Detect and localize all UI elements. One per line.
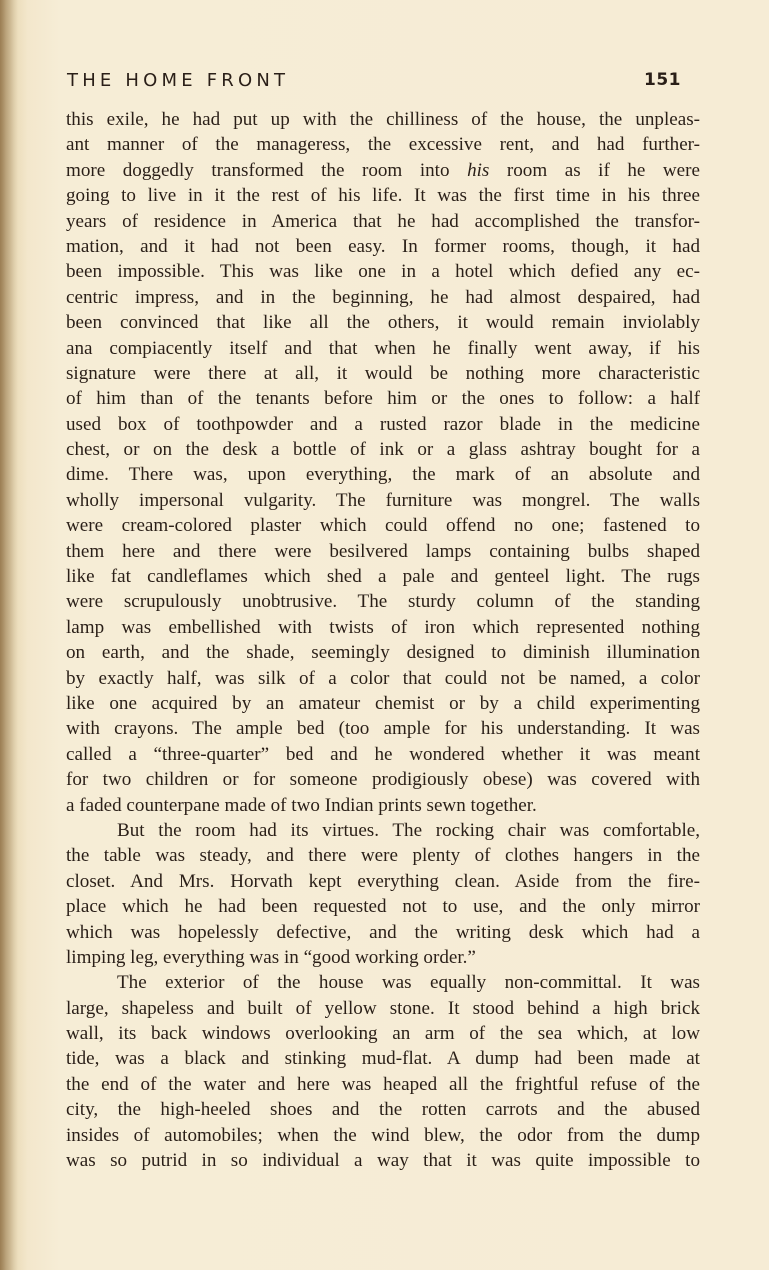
text-line: But the room had its virtues. The rocking chair was comfortable, xyxy=(117,819,700,841)
text-line: been impossible. This was like one in a hotel which defied any ec- xyxy=(66,261,700,283)
text-line: ant manner of the manageress, the excessive rent, and had further- xyxy=(66,134,700,156)
text-line: them here and there were besilvered lamps containing bulbs shaped xyxy=(66,540,700,562)
text-line: wholly impersonal vulgarity. The furniture was mongrel. The walls xyxy=(66,489,700,511)
text-line: centric impress, and in the beginning, he had almost despaired, had xyxy=(66,286,700,308)
text-line: like fat candleflames which shed a pale and genteel light. The rugs xyxy=(66,566,700,588)
text-line: which was hopelessly defective, and the writing desk which had a xyxy=(66,921,700,943)
text-line: were cream-colored plaster which could offend no one; fastened to xyxy=(66,515,700,537)
text-line: signature were there at all, it would be nothing more characteristic xyxy=(66,362,700,384)
text-line: ana compiacently itself and that when he finally went away, if his xyxy=(66,337,700,359)
text-line: The exterior of the house was equally non-committal. It was xyxy=(117,972,700,994)
page-number: 151 xyxy=(644,70,681,90)
text-line: called a “three-quarter” bed and he wondered whether it was meant xyxy=(66,743,700,765)
text-line: was so putrid in so individual a way that it was quite impossible to xyxy=(66,1150,700,1172)
text-line: by exactly half, was silk of a color that could not be named, a color xyxy=(66,667,700,689)
text-line: insides of automobiles; when the wind blew, the odor from the dump xyxy=(66,1124,700,1146)
text-line: used box of toothpowder and a rusted razor blade in the medicine xyxy=(66,413,700,435)
text-line: wall, its back windows overlooking an arm of the sea which, at low xyxy=(66,1023,700,1045)
text-line: were scrupulously unobtrusive. The sturdy column of the standing xyxy=(66,591,700,613)
text-line-part: more doggedly transformed the room into xyxy=(66,159,450,181)
text-line: chest, or on the desk a bottle of ink or a glass ashtray bought for a xyxy=(66,439,700,461)
text-line: a faded counterpane made of two Indian prints sewn together. xyxy=(66,794,537,816)
text-line: mation, and it had not been easy. In former rooms, though, it had xyxy=(66,235,700,257)
italic-word: his xyxy=(467,159,490,181)
running-header xyxy=(67,70,681,96)
text-line: like one acquired by an amateur chemist or by a child experimenting xyxy=(66,692,700,714)
text-line: on earth, and the shade, seemingly designed to diminish illumination xyxy=(66,642,700,664)
text-line: large, shapeless and built of yellow stone. It stood behind a high brick xyxy=(66,997,700,1019)
text-line: with crayons. The ample bed (too ample for his understanding. It was xyxy=(66,718,700,740)
running-title: THE HOME FRONT xyxy=(67,70,290,91)
text-line xyxy=(66,158,700,183)
text-line: tide, was a black and stinking mud-flat. A dump had been made at xyxy=(66,1048,700,1070)
page-gutter-shadow xyxy=(0,0,18,1270)
text-line: closet. And Mrs. Horvath kept everything clean. Aside from the fire- xyxy=(66,870,700,892)
text-line: the table was steady, and there were plenty of clothes hangers in the xyxy=(66,845,700,867)
body-text xyxy=(66,107,700,1173)
text-line: dime. There was, upon everything, the mark of an absolute and xyxy=(66,464,700,486)
text-line: going to live in it the rest of his life. It was the first time in his three xyxy=(66,185,700,207)
text-line: of him than of the tenants before him or the ones to follow: a half xyxy=(66,388,700,410)
text-line-part: room as if he were xyxy=(506,159,700,181)
text-line: this exile, he had put up with the chilliness of the house, the unpleas- xyxy=(66,109,700,130)
text-line: city, the high-heeled shoes and the rotten carrots and the abused xyxy=(66,1099,700,1121)
text-line: the end of the water and here was heaped all the frightful refuse of the xyxy=(66,1073,700,1095)
text-line: place which he had been requested not to use, and the only mirror xyxy=(66,896,700,918)
text-line: lamp was embellished with twists of iron which represented nothing xyxy=(66,616,700,638)
text-line: years of residence in America that he had accomplished the transfor- xyxy=(66,210,700,232)
text-line: for two children or for someone prodigiously obese) was covered with xyxy=(66,769,700,791)
text-line: been convinced that like all the others, it would remain inviolably xyxy=(66,312,700,334)
text-line: limping leg, everything was in “good working order.” xyxy=(66,946,476,968)
